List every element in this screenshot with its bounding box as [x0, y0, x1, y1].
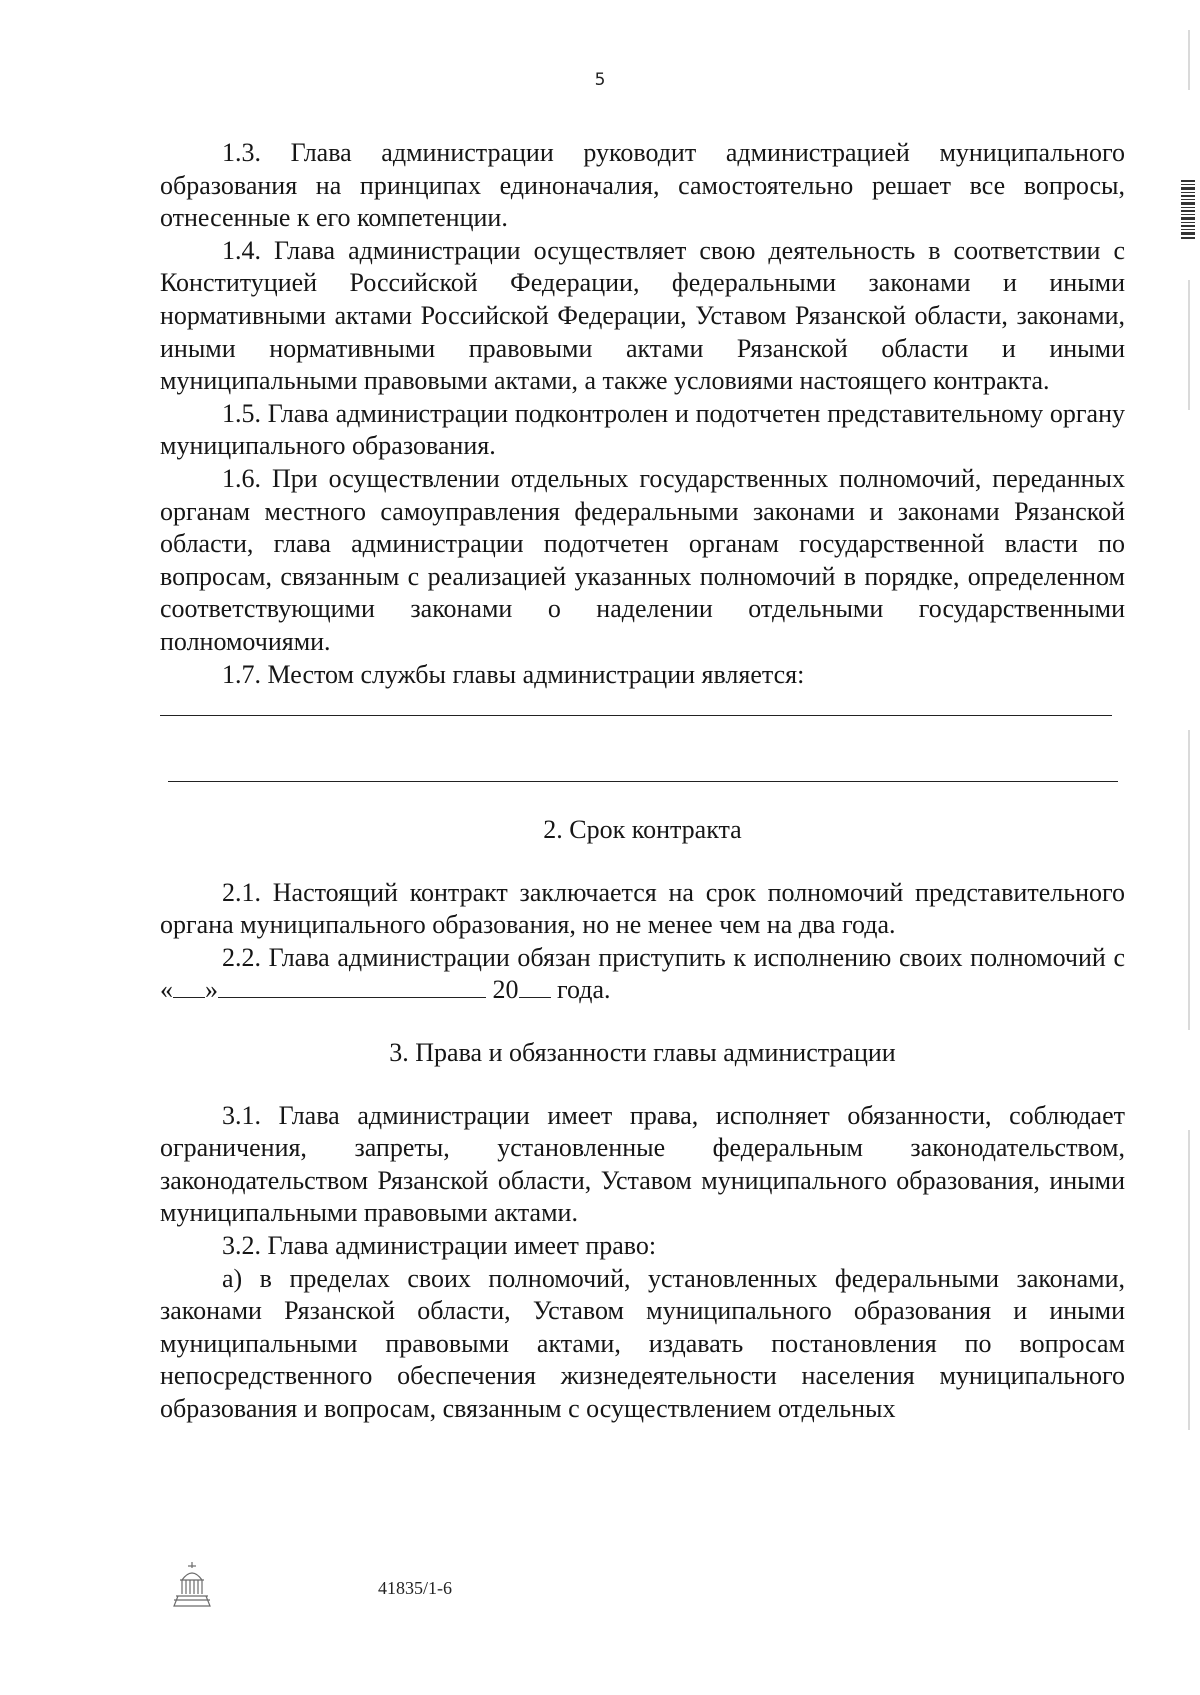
clause-2-1: 2.1. Настоящий контракт заключается на срок полномочий представительного органа муниципального образования, но не менее чем на два года.: [160, 877, 1125, 940]
place-of-service-blank-line-2: [168, 780, 1118, 782]
place-of-service-blank-line-1: [160, 714, 1112, 716]
start-year-blank: [519, 975, 551, 998]
clause-2-2-end: года.: [557, 975, 611, 1005]
clause-3-2: 3.2. Глава администрации имеет право:: [222, 1231, 657, 1261]
emblem-stamp-icon: [170, 1558, 214, 1610]
section-3-title: 3. Права и обязанности главы администрации: [389, 1038, 896, 1068]
year-prefix: 20: [492, 975, 519, 1005]
clause-2-2-text: 2.2. Глава администрации обязан приступить к исполнению своих полномочий с «: [160, 942, 1125, 1005]
document-code: 41835/1-6: [378, 1578, 452, 1598]
clause-1-3: 1.3. Глава администрации руководит администрацией муниципального образования на принципах единоначалия, самостоятельно решает все вопросы, отнесенные к его компетенции.: [160, 138, 1125, 233]
start-month-blank: [218, 975, 486, 998]
document-body: [160, 137, 1125, 1426]
clause-3-1: 3.1. Глава администрации имеет права, исполняет обязанности, соблюдает ограничения, запреты, установленные федеральным законодательством, законодательством Рязанской области, Уставом муниципального образования, иными муниципальными правовыми актами.: [160, 1100, 1125, 1228]
clause-1-4: 1.4. Глава администрации осуществляет свою деятельность в соответствии с Конституцией Российской Федерации, федеральными законами и иными нормативными актами Российской Федерации, Уставом Рязанской области, законами, иными нормативными правовыми актами Рязанской области и иными муниципальными правовыми актами, а также условиями настоящего контракта.: [160, 235, 1125, 396]
barcode-icon: [1181, 180, 1195, 240]
clause-2-2: [160, 942, 1125, 1007]
clause-1-7: 1.7. Местом службы главы администрации является:: [222, 659, 805, 689]
clause-3-2-a: а) в пределах своих полномочий, установленных федеральными законами, законами Рязанской области, Уставом муниципального образования и иными муниципальными правовыми актами, издавать постановления по вопросам непосредственного обеспечения жизнедеятельности населения муниципального образования и вопросам, связанным с осуществлением отдельных: [160, 1263, 1125, 1423]
scan-edge-marks: [1186, 30, 1192, 1560]
clause-1-5: 1.5. Глава администрации подконтролен и подотчетен представительному органу муниципального образования.: [160, 398, 1125, 461]
clause-1-6: 1.6. При осуществлении отдельных государственных полномочий, переданных органам местного самоуправления федеральными законами и законами Рязанской области, глава администрации подотчетен органам государственной власти по вопросам, связанным с реализацией указанных полномочий в порядке, определенном соответствующими законами о наделении отдельными государственными полномочиями.: [160, 463, 1125, 656]
section-2-title: 2. Срок контракта: [543, 815, 742, 845]
start-day-blank: [173, 975, 205, 998]
page-number: 5: [594, 70, 606, 90]
quote-close: »: [205, 975, 218, 1005]
